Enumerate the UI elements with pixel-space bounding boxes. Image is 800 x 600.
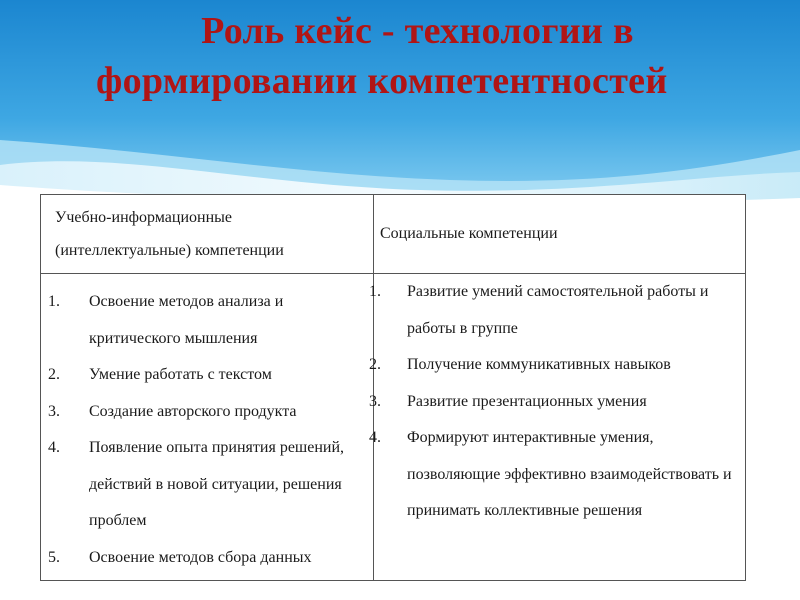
item-number: 1. [48, 293, 60, 310]
item-number: 4. [369, 429, 381, 446]
item-text: Освоение методов анализа и критического мышления [89, 293, 284, 347]
item-number: 5. [48, 548, 60, 566]
header-social-label: Социальные компетенции [380, 225, 558, 242]
list-item [369, 384, 745, 421]
item-text: Появление опыта принятия решений, действий в новой ситуации, решения проблем [89, 439, 345, 529]
competencies-table [40, 194, 746, 581]
item-number: 3. [48, 402, 60, 420]
header-educational-line-2: (интеллектуальные) компетенции [55, 242, 284, 259]
body-cell-educational [41, 274, 374, 581]
title-line-2: формировании компетентностей [96, 60, 668, 102]
item-number: 3. [369, 392, 381, 410]
item-text: Создание авторского продукта [89, 402, 297, 420]
item-text: Формируют интерактивные умения, позволяющие эффективно взаимодействовать и принимать коллективные решения [407, 429, 732, 519]
item-number: 1. [369, 283, 381, 300]
item-number: 2. [48, 366, 60, 383]
list-item [41, 357, 373, 394]
item-text: Развитие умений самостоятельной работы и работы в группе [407, 283, 709, 337]
item-number: 4. [48, 439, 60, 456]
educational-list [41, 274, 373, 580]
list-item [369, 420, 745, 530]
title-line-1: Роль кейс - технологии в [201, 10, 634, 52]
item-text: Освоение методов сбора данных [89, 548, 312, 566]
slide-title [0, 6, 800, 106]
list-item [41, 284, 373, 357]
list-item [41, 540, 373, 577]
item-text: Получение коммуникативных навыков [407, 356, 671, 373]
header-cell-educational [41, 195, 374, 274]
social-list [369, 274, 745, 530]
list-item [41, 394, 373, 431]
list-item [41, 430, 373, 540]
list-item [369, 274, 745, 347]
body-cell-social [369, 274, 746, 581]
header-educational-line-1: Учебно-информационные [55, 209, 232, 226]
header-cell-social [374, 195, 746, 274]
item-text: Развитие презентационных умения [407, 392, 647, 410]
table-header-row [41, 195, 746, 274]
item-number: 2. [369, 356, 381, 373]
list-item [369, 347, 745, 384]
item-text: Умение работать с текстом [89, 366, 272, 383]
table-body-row [41, 274, 746, 581]
